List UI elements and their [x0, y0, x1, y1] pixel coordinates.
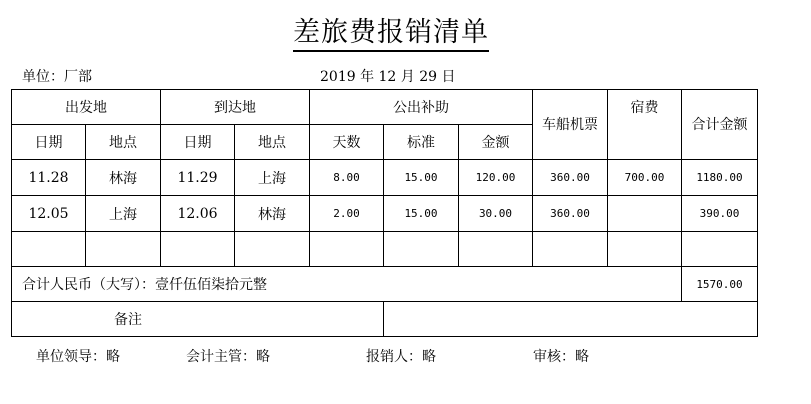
amount-cell: 30.00	[459, 196, 533, 232]
header-row-1	[12, 90, 758, 125]
header-arrival: 到达地	[161, 90, 310, 125]
remark-label: 备注	[12, 302, 384, 337]
dep-place-cell: 林海	[86, 160, 161, 196]
transport-cell: 360.00	[533, 160, 608, 196]
dep-date-cell: 12.05	[12, 196, 86, 232]
days-cell: 2.00	[310, 196, 384, 232]
empty-row	[12, 232, 758, 267]
header-departure: 出发地	[12, 90, 161, 125]
dep-place-cell: 上海	[86, 196, 161, 232]
footer-leader: 单位领导：略	[36, 349, 120, 365]
sum-label: 合计人民币（大写）：壹仟伍佰柒拾元整	[12, 267, 682, 302]
header-days: 天数	[310, 125, 384, 160]
amount-cell: 120.00	[459, 160, 533, 196]
total-cell: 390.00	[682, 196, 758, 232]
header-transport: 车船机票	[533, 90, 608, 160]
footer-auditor: 审核：略	[533, 349, 589, 365]
table-row	[12, 196, 758, 232]
header-standard: 标准	[384, 125, 459, 160]
sum-row	[12, 267, 758, 302]
header-amount: 金额	[459, 125, 533, 160]
lodging-cell	[608, 196, 682, 232]
header-dep-date: 日期	[12, 125, 86, 160]
standard-cell: 15.00	[384, 196, 459, 232]
header-allowance: 公出补助	[310, 90, 533, 125]
dep-date-cell: 11.28	[12, 160, 86, 196]
footer-claimant: 报销人：略	[366, 349, 436, 365]
header-total: 合计金额	[682, 90, 758, 160]
arr-date-cell: 11.29	[161, 160, 235, 196]
expense-table	[11, 89, 758, 337]
arr-place-cell: 上海	[235, 160, 310, 196]
lodging-cell: 700.00	[608, 160, 682, 196]
unit-label: 单位：厂部	[22, 69, 92, 85]
header-arr-place: 地点	[235, 125, 310, 160]
standard-cell: 15.00	[384, 160, 459, 196]
footer-accountant: 会计主管：略	[186, 349, 270, 365]
header-lodging: 宿费	[608, 90, 682, 160]
days-cell: 8.00	[310, 160, 384, 196]
form-title-text: 差旅费报销清单	[293, 17, 489, 52]
form-title	[0, 16, 782, 50]
sum-value: 1570.00	[682, 267, 758, 302]
arr-place-cell: 林海	[235, 196, 310, 232]
remark-value	[384, 302, 758, 337]
transport-cell: 360.00	[533, 196, 608, 232]
header-arr-date: 日期	[161, 125, 235, 160]
remark-row	[12, 302, 758, 337]
table-row	[12, 160, 758, 196]
form-date: 2019 年 12 月 29 日	[320, 69, 456, 85]
total-cell: 1180.00	[682, 160, 758, 196]
header-dep-place: 地点	[86, 125, 161, 160]
arr-date-cell: 12.06	[161, 196, 235, 232]
